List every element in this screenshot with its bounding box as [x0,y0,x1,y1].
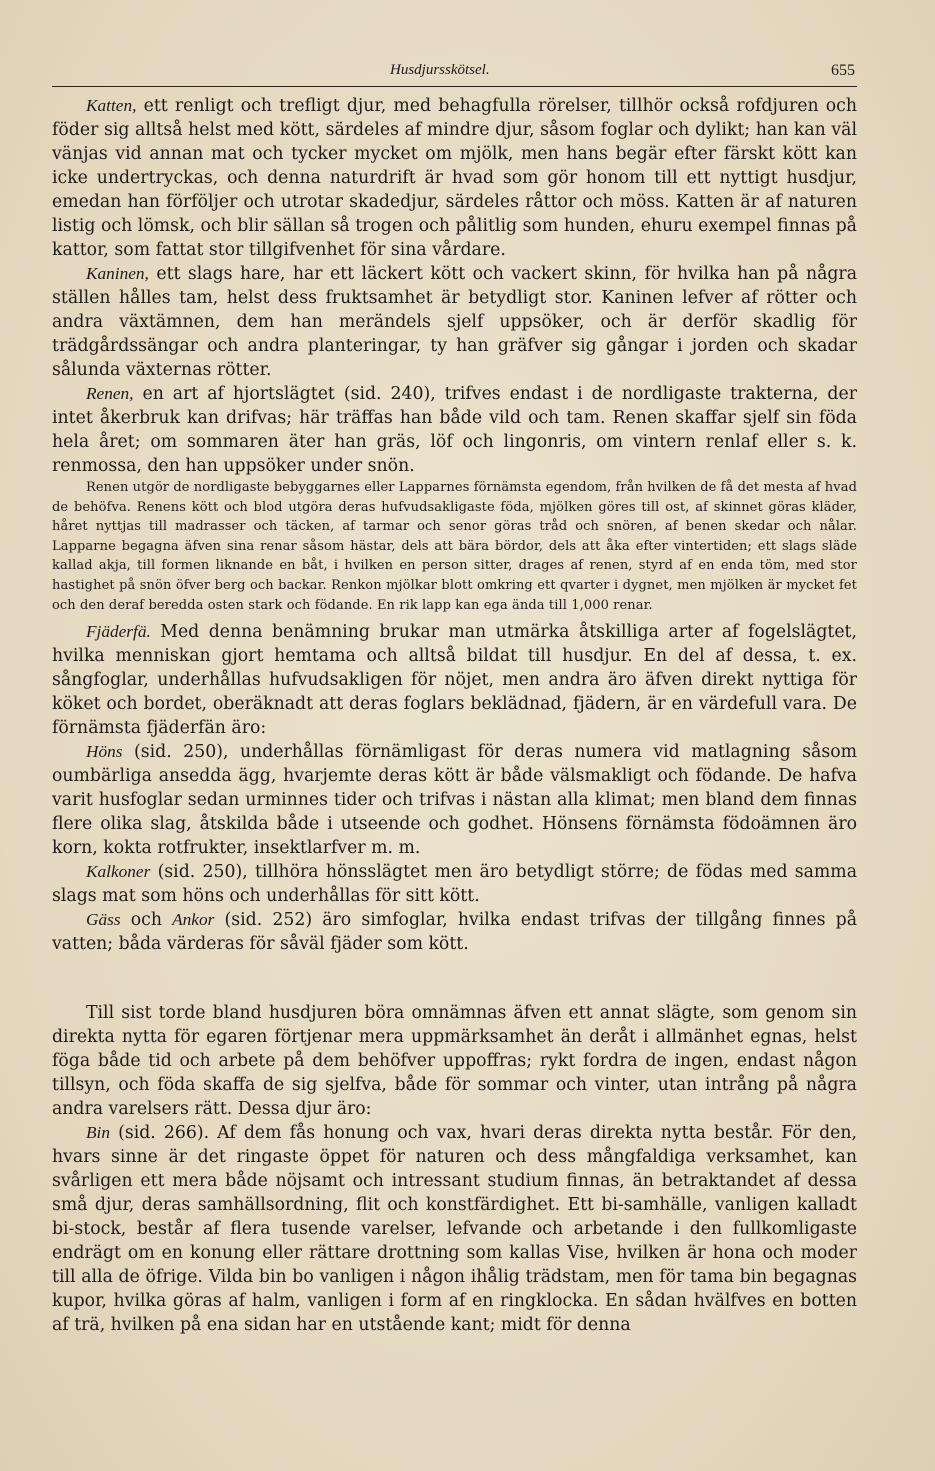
paragraph-text: (sid. 266). Af dem fås honung och vax, hvari deras direkta nytta består. För den, hvars sinne är det ringaste öppet för naturen och dess mångfaldiga verksamhet, kan svårligen ett mera både nöjsamt och intressant studium finnas, än betraktandet af dessa små djur, deras samhällsordning, flit och konstfärdighet. Ett bi-samhälle, vanligen kalladt bi-stock, består af flera tusende varelser, lefvande och arbetande i den fullkomligaste endrägt om en konung eller rättare drottning som kallas Vise, hvilken är hona och moder till alla de öfrige. Vilda bin bo vanligen i någon ihålig trädstam, men för tama bin begagnas kupor, hvilka göras af halm, vanligen i form af en ringklocka. En sådan hvälfves en botten af trä, hvilken på ena sidan har en utstående kant; midt för denna [52,1123,857,1336]
paragraph-gass-ankor [52,908,857,956]
paragraph-text: Med denna benämning brukar man utmärka åtskilliga arter af fogelslägtet, hvilka menniskan gjort hemtama och alltså bildat till husdjur. En del af dessa, t. ex. sångfoglar, underhållas hufvudsakligen för nöjet, men andra äro äfven direkt nyttiga för köket och bordet, oberäknadt att deras foglars beklädnad, fjädern, är en värdefull vara. De förnämsta fjäderfän äro: [52,622,857,739]
section-gap [52,956,857,1001]
paragraph-text: en art af hjortslägtet (sid. 240), trifves endast i de nordligaste trakterna, der intet åkerbruk kan drifvas; här träffas han både vild och tam. Renen skaffar sjelf sin föda hela året; om sommaren äter han gräs, löf och lingonris, om vintern renlaf eller s. k. renmossa, den han uppsöker under snön. [52,384,857,476]
term-ankor: Ankor [172,910,215,930]
term-bin: Bin [86,1123,110,1143]
paragraph-katten [52,94,857,262]
page-number: 655 [831,62,855,79]
term-hons: Höns [86,742,123,762]
running-title: Husdjursskötsel. [390,62,490,78]
term-katten: Katten, [86,96,137,115]
paragraph-renen [52,382,857,478]
term-renen: Renen, [86,384,134,403]
term-fjaderfa: Fjäderfä. [86,622,151,642]
paragraph-kaninen [52,262,857,382]
paragraph-kalkoner [52,860,857,908]
paragraph-text: (sid. 250), underhållas förnämligast för deras numera vid matlagning såsom oumbärliga ansedda ägg, hvarjemte deras kött är både välsmakligt och födande. De hafva varit husfoglar sedan urminnes tider och trifvas i nästan alla klimat; men bland dem finnas flere olika slag, åtskilda både i utseende och godhet. Hönsens förnämsta födoämnen äro korn, kokta rotfrukter, insektlarfver m. m. [52,742,857,859]
page-header [52,62,857,87]
paragraph-intro-bin: Till sist torde bland husdjuren böra omnämnas äfven ett annat slägte, som genom sin direkta nytta för egaren förtjenar mera uppmärksamhet än deråt i allmänhet egnas, helst föga både tid och arbete på dem behöfver uppoffras; rykt fordra de ingen, endast någon tillsyn, och föda skaffa de sig sjelfva, både för sommar och vinter, utan intrång på några andra varelsers rätt. Dessa djur äro: [52,1003,857,1120]
term-gass: Gäss [86,910,121,930]
paragraph-hons [52,740,857,860]
term-kalkoner: Kalkoner [86,862,151,882]
page-body [52,94,857,1337]
paragraph-text: ett slags hare, har ett läckert kött och vackert skinn, för hvilka han på några ställen hålles tam, helst dess fruktsamhet är betydligt stor. Kaninen lefver af rötter och andra växtämnen, dem han merändels sjelf uppsöker, och är derför skadlig för trädgårdssängar och andra planteringar, ty han gräfver sig gångar i jorden och skadar sålunda växternas rötter. [52,264,857,380]
paragraph-fjaderfa [52,620,857,740]
paragraph-text: ett renligt och trefligt djur, med behagfulla rörelser, tillhör också rofdjuren och föder sig alltså helst med kött, särdeles af mindre djur, såsom foglar och dylikt; han kan väl vänjas vid annan mat och tycker mycket om mjölk, men hans begär efter färskt kött kan icke undertryckas, och denna naturdrift är hvad som gör honom till ett nyttigt husdjur, emedan han förföljer och utrotar skadedjur, särdeles råttor och möss. Katten är af naturen listig och lömsk, och blir sällan så trogen och pålitlig som hunden, ehuru exempel finnas på kattor, som fattat stor tillgifvenhet för sina vårdare. [52,96,857,260]
paragraph-text: (sid. 250), tillhöra hönsslägtet men äro betydligt större; de födas med samma slags mat som höns och underhållas för sitt kött. [52,862,857,907]
paragraph-text: (sid. 252) äro simfoglar, hvilka endast trifvas der tillgång finnes på vatten; båda värderas för såväl fjäder som kött. [52,910,857,955]
note-paragraph-renen: Renen utgör de nordligaste bebyggarnes eller Lapparnes förnämsta egendom, från hvilken de få det mesta af hvad de behöfva. Renens kött och blod utgöra deras hufvudsakligaste föda, mjölken göres till ost, af skinnet göras kläder, håret nyttjas till madrasser och täcken, af tarmar och senor göras tråd och snören, af benen skedar och nålar. Lapparne begagna äfven sina renar såsom hästar, dels att bära bördor, dels att åka efter vintertiden; ett slags släde kallad akja, till formen liknande en båt, i hvilken en person sitter, drages af renen, styrd af en enda töm, med stor hastighet på snön öfver berg och backar. Renkon mjölkar blott omkring ett qvarter i dygnet, men mjölken är mycket fet och den deraf beredda osten stark och födande. En rik lapp kan ega ända till 1,000 renar. [52,480,857,613]
paragraph-bin [52,1121,857,1337]
paragraph-text: och [120,910,173,931]
term-kaninen: Kaninen, [86,264,149,283]
